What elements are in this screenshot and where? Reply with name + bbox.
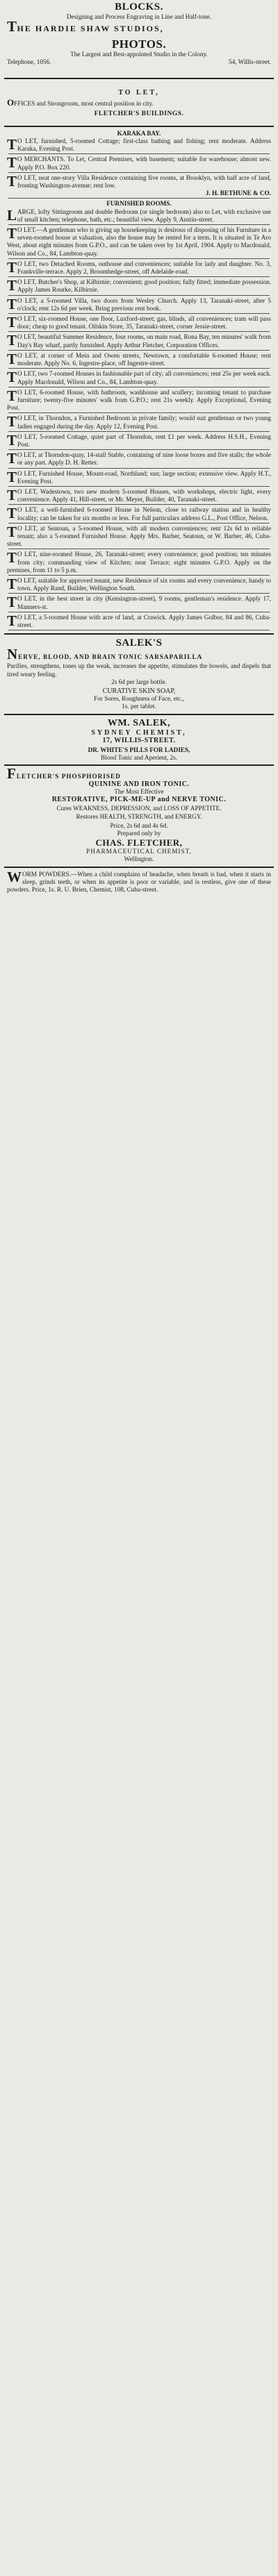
ad-dropcap: T xyxy=(7,505,17,522)
ad-signature: J. H. BETHUNE & CO. xyxy=(205,190,271,197)
fletcher-title-text: LETCHER'S PHOSPHORISED xyxy=(16,773,121,780)
ad-separator xyxy=(8,350,270,351)
studios-dropcap: T xyxy=(7,18,17,35)
ad-separator xyxy=(8,313,270,314)
ad-separator xyxy=(8,593,270,594)
classified-ad xyxy=(7,370,271,387)
ad-separator xyxy=(8,523,270,524)
ad-dropcap: T xyxy=(7,612,17,629)
classified-ad xyxy=(7,488,271,505)
worm-text: ORM POWDERS.—When a child complains of headache, when breath is bad, when it starts in sleep, grinds teeth, or when its appetite is poor or variable, and is restless, give one of these powders. Price, 1s. R. U. Brien, Chemist, 108, Cuba-street. xyxy=(7,870,271,894)
ad-separator xyxy=(8,153,270,154)
ad-dropcap: T xyxy=(7,413,17,430)
ad-dropcap: T xyxy=(7,258,17,276)
ad-separator xyxy=(8,412,270,413)
classified-ad xyxy=(7,389,271,414)
ad-dropcap: T xyxy=(7,295,17,312)
ad-dropcap: T xyxy=(7,369,17,386)
salek-product-price: 1s. per tablet. xyxy=(122,703,156,710)
classified-ad xyxy=(7,174,271,199)
fletcher-cures: Cures WEAKNESS, DEPRESSION, and LOSS OF APPETITE. xyxy=(56,805,222,812)
photos-ad xyxy=(0,37,278,66)
ad-body xyxy=(7,315,271,331)
ad-body xyxy=(7,174,271,190)
classified-ad xyxy=(7,595,271,612)
ad-separator xyxy=(8,258,270,259)
ad-dropcap: T xyxy=(7,523,17,540)
ad-heading: KARAKA BAY. xyxy=(117,129,161,137)
divider xyxy=(4,78,274,79)
ad-body xyxy=(7,333,271,349)
photos-address: 54, Willis-street. xyxy=(229,58,271,66)
ad-text: O LET, furnished, 5-roomed Cottage; first-class bathing and fishing; rent moderate. Address Karaka, Evening Post. xyxy=(17,137,271,153)
ad-body xyxy=(7,278,271,294)
salek-dropcap: N xyxy=(7,646,19,663)
ad-text: O LET, Wadestown, two new modern 5-roomed Houses, with workshops, electric light, every convenience. Apply 41, Hill-street, or Mr. Meyer, Builder, 40, Taranaki-street. xyxy=(17,487,271,503)
ad-dropcap: T xyxy=(7,450,17,467)
ad-text: O LET, suitable for approved tenant, new Residence of six rooms and every convenience, handy to town. Apply Rand, Builder, Wellington South. xyxy=(17,576,271,592)
divider xyxy=(4,714,274,715)
ad-text: O LET, two Detached Rooms, outhouse and conveniences; suitable for lady and daughter. No. 3, Frankville-terrace. Apply 2, Broomhedge-street, off Adelaide-road. xyxy=(17,260,271,276)
salek-tonic-ad xyxy=(0,637,278,710)
ad-text: O LET, at Thorndon-quay, 14-stall Stable, containing of nine loose boxes and five stalls; the whole or any part. Apply D. H. Retter. xyxy=(17,451,271,467)
worm-powders-ad xyxy=(0,868,278,894)
classified-ad xyxy=(7,525,271,550)
photos-contact xyxy=(7,58,271,66)
ad-separator xyxy=(8,198,270,199)
fletcher-prepared: Prepared only by xyxy=(117,830,161,837)
ad-body xyxy=(7,297,271,312)
ad-dropcap: T xyxy=(7,549,17,567)
classified-ad xyxy=(7,130,271,155)
salek-pills: DR. WHITE'S PILLS FOR LADIES, xyxy=(88,746,190,753)
ad-dropcap: T xyxy=(7,468,17,485)
classified-ad xyxy=(7,297,271,314)
ad-text: O LET, a 5-roomed House with acre of land, at Crawick. Apply James Golbor, 84 and 86, Cuba-street. xyxy=(17,613,271,628)
salek-chemist-title: SYDNEY CHEMIST, xyxy=(91,728,187,737)
ad-text: O LET, a well-furnished 6-roomed House in Nelson, close to railway station and in healthy locality; can be taken for six months or less. For full particulars address G.L., Post Office, Nelson. xyxy=(17,506,271,521)
salek-chemist-address: 17, WILLIS-STREET. xyxy=(102,736,176,744)
ad-text: O MERCHANTS. To Let, Central Premises, with basement; suitable for warehouse; almost new. Apply P.O. Box 220. xyxy=(17,156,271,171)
ad-text: O LET, nine-roomed House, 26, Taranaki-street; every convenience; good position; ten minutes from city; commanding view of Kitchen; near Terrace; eight minutes G.P.O. Apply on the premises, from 11 to 5 p.m. xyxy=(7,551,271,574)
classified-ad xyxy=(7,156,271,172)
blocks-title: BLOCKS. xyxy=(115,1,163,12)
salek-product-desc: For Sores, Roughness of Face, etc., xyxy=(94,695,184,703)
salek-subtitle-text: ERVE, BLOOD, AND BRAIN TONIC SARSAPARILLA xyxy=(18,653,203,661)
ad-body xyxy=(7,506,271,521)
divider xyxy=(4,633,274,635)
ad-dropcap: T xyxy=(7,225,17,242)
blocks-ad xyxy=(0,0,278,34)
fletcher-name: CHAS. FLETCHER, xyxy=(95,837,183,848)
ad-separator xyxy=(8,295,270,296)
ad-body xyxy=(7,488,271,503)
photos-telephone: Telephone, 1056. xyxy=(7,58,51,66)
ad-dropcap: T xyxy=(7,277,17,294)
ad-body xyxy=(7,389,271,412)
ad-text: O LET.—A gentleman who is giving up housekeeping is desirous of disposing of his Furniture in a seven-roomed house at valuation, also the house may be rented for a term. It is situated in Te Aro West, about eight minutes from G.P.O., and can be taken over by 1st April, 1904. Apply to Macdonald, Wilson and Co., 84, Lambton-quay. xyxy=(7,226,271,257)
salek-body: Purifies, strengthens, tones up the weak, increases the appetite, stimulates the bowels, and dispels that tired weary feeling. xyxy=(7,662,271,678)
ad-dropcap: T xyxy=(7,332,17,349)
fletcher-title xyxy=(7,765,271,783)
ad-separator xyxy=(8,504,270,505)
offices-text: FFICES and Strongroom, most central position in city. xyxy=(14,99,154,107)
ad-text: O LET, 6-roomed House, with bathroom, washhouse and scullery; incoming tenant to purchase furniture; twenty-five minutes' walk from G.P.O.; rent 21s weekly. Apply Exceptional, Evening Post. xyxy=(7,388,271,412)
studios-title xyxy=(7,18,271,35)
ad-dropcap: T xyxy=(7,154,17,172)
classified-ad xyxy=(7,200,271,225)
salek-price: 2s 6d per large bottle. xyxy=(111,678,167,685)
ad-text: O LET, Furnished House, Mount-road, Northland; sun; large section; extensive view. Apply H.T., Evening Post. xyxy=(17,469,271,485)
classified-ad xyxy=(7,506,271,523)
ad-separator xyxy=(8,449,270,450)
salek-subtitle xyxy=(7,646,271,663)
offices-body xyxy=(7,99,271,108)
fletcher-tag1: The Most Effective xyxy=(114,788,164,796)
classified-ad xyxy=(7,333,271,350)
salek-product: CURATIVE SKIN SOAP, xyxy=(102,687,176,695)
offices-dropcap: O xyxy=(7,97,15,108)
ad-text: O LET, in the best street in city (Kensington-street), 9 rooms, gentleman's residence. Apply 17, Manners-st. xyxy=(17,595,271,610)
classified-ad xyxy=(7,614,271,630)
salek-title: SALEK'S xyxy=(115,637,163,649)
ad-dropcap: T xyxy=(7,486,17,503)
ad-dropcap: T xyxy=(7,172,17,190)
fletcher-subtitle: QUININE AND IRON TONIC. xyxy=(88,780,190,789)
fletcher-ad xyxy=(0,765,278,864)
fletcher-tag2: RESTORATIVE, PICK-ME-UP and NERVE TONIC. xyxy=(51,796,227,804)
ad-dropcap: T xyxy=(7,575,17,592)
classified-ad xyxy=(7,551,271,576)
ad-separator xyxy=(8,172,270,173)
fletcher-role: PHARMACEUTICAL CHEMIST, xyxy=(86,848,192,855)
fletcher-restores: Restores HEALTH, STRENGTH, and ENERGY. xyxy=(76,812,202,820)
ad-text: O LET, two 7-roomed Houses in fashionable part of city; all conveniences; rent 25s per week each. Apply Macdonald, Wilson and Co., 84, Lambton-quay. xyxy=(17,370,271,385)
ad-body xyxy=(7,577,271,592)
salek-chemist-ad xyxy=(0,718,278,762)
divider xyxy=(4,867,274,868)
divider xyxy=(4,764,274,766)
ad-body xyxy=(7,551,271,574)
ad-text: O LET, a 5-roomed Villa, two doors from Wesley Church. Apply 13, Taranaki-street, after 5 o'clock; rent 12s 6d per week. Bring previous rent book. xyxy=(17,296,271,312)
classified-ad xyxy=(7,433,271,450)
ad-dropcap: T xyxy=(7,136,17,153)
ad-text: O LET, neat one-story Villa Residence containing five rooms, at Brooklyn, with half acre of land, fronting Washington-avenue; rent low. xyxy=(17,174,271,190)
fletcher-town: Wellington. xyxy=(124,855,154,863)
classified-ad xyxy=(7,278,271,295)
ad-separator xyxy=(8,368,270,369)
ad-separator xyxy=(8,431,270,432)
divider xyxy=(4,126,274,127)
ad-separator xyxy=(8,224,270,225)
worm-body xyxy=(7,868,271,894)
offices-title: TO LET, xyxy=(118,88,160,97)
ad-body xyxy=(7,260,271,276)
ad-body xyxy=(7,226,271,258)
ad-body xyxy=(7,470,271,485)
ad-dropcap: L xyxy=(7,206,17,224)
ad-body xyxy=(7,352,271,367)
ad-body xyxy=(7,415,271,430)
fletcher-price: Price, 2s 6d and 4s 6d. xyxy=(110,821,168,829)
ad-separator xyxy=(8,331,270,332)
ad-separator xyxy=(8,468,270,469)
photos-title: PHOTOS. xyxy=(111,37,167,51)
classified-ads xyxy=(0,130,278,630)
classified-ad xyxy=(7,352,271,369)
ad-body xyxy=(7,595,271,610)
blocks-body: Designing and Process Engraving in Line and Half-tone. xyxy=(66,13,212,20)
classified-ad xyxy=(7,315,271,332)
classified-ad xyxy=(7,577,271,594)
ad-text: O LET, in Thorndon, a Furnished Bedroom in private family; would suit gentleman or two young ladies engaged during the day. Apply 12, Evening Post. xyxy=(17,415,271,430)
ad-dropcap: T xyxy=(7,594,17,611)
ad-dropcap: T xyxy=(7,314,17,331)
studios-title-text: HE HARDIE SHAW STUDIOS, xyxy=(17,24,164,34)
ad-body xyxy=(7,208,271,224)
ad-text: O LET, beautiful Summer Residence, four rooms, on main road, Rona Bay, ten minutes' walk from Day's Bay wharf, partly furnished. Apply Arthur Fletcher, Corporation Offices. xyxy=(17,333,271,349)
ad-text: ARGE, lofty Sittingroom and double Bedroom (or single bedroom) also to Let, with exclusive use of small kitchen; telephone, bath, etc.; beautiful view. Apply 9, Austin-street. xyxy=(17,208,271,223)
classified-ad xyxy=(7,470,271,487)
ad-text: O LET, at Seatoun, a 5-roomed House, with all modern conveniences; rent 12s 6d to reliable tenant; also a 5-roomed Furnished House. Apply Mrs. Barber, Seatoun, or W. Barber, 46, Cuba-street. xyxy=(7,524,271,548)
ad-body xyxy=(7,137,271,153)
offices-footer: FLETCHER'S BUILDINGS. xyxy=(94,110,184,117)
classified-ad xyxy=(7,260,271,277)
classified-ad xyxy=(7,226,271,259)
ad-body xyxy=(7,525,271,549)
ad-separator xyxy=(8,575,270,576)
ad-body xyxy=(7,451,271,467)
offices-ad xyxy=(0,89,278,117)
worm-dropcap: W xyxy=(7,868,22,885)
ad-separator xyxy=(8,486,270,487)
photos-body: The Largest and Best-appointed Studio in the Colony. xyxy=(70,51,208,58)
classified-ad xyxy=(7,451,271,468)
salek-chemist-name: WM. SALEK, xyxy=(107,717,171,728)
ad-dropcap: T xyxy=(7,350,17,367)
ad-dropcap: T xyxy=(7,431,17,449)
ad-separator xyxy=(8,276,270,277)
ad-body xyxy=(7,433,271,449)
fletcher-dropcap: F xyxy=(7,765,17,783)
salek-pills-desc: Blood Tonic and Aperient, 2s. xyxy=(101,753,177,761)
ad-text: O LET, at corner of Mein and Owen streets, Newtown, a comfortable 6-roomed House; rent moderate. Apply No. 6, Ingestre-place, off Ingestre-street. xyxy=(17,351,271,367)
ad-body xyxy=(7,370,271,385)
ad-text: O LET, 5-roomed Cottage, quiet part of Thorndon, rent £1 per week. Address H.S.H., Evening Post. xyxy=(17,433,271,448)
ad-text: O LET, Butcher's Shop, at Kilbirnie; convenient; good position; fully fitted; immediate possession. Apply James Rourke, Kilbirnie. xyxy=(17,278,271,294)
ad-text: O LET, six-roomed House, one floor, Luxford-street; gas, blinds, all conveniences; tram will pass door; cheap to good tenant. Oilskin Store, 35, Taranaki-street, corner Jessie-street. xyxy=(17,315,271,331)
ad-body xyxy=(7,156,271,171)
ad-dropcap: T xyxy=(7,387,17,404)
ad-body xyxy=(7,614,271,629)
ad-heading: FURNISHED ROOMS. xyxy=(106,200,172,208)
classified-ad xyxy=(7,415,271,431)
